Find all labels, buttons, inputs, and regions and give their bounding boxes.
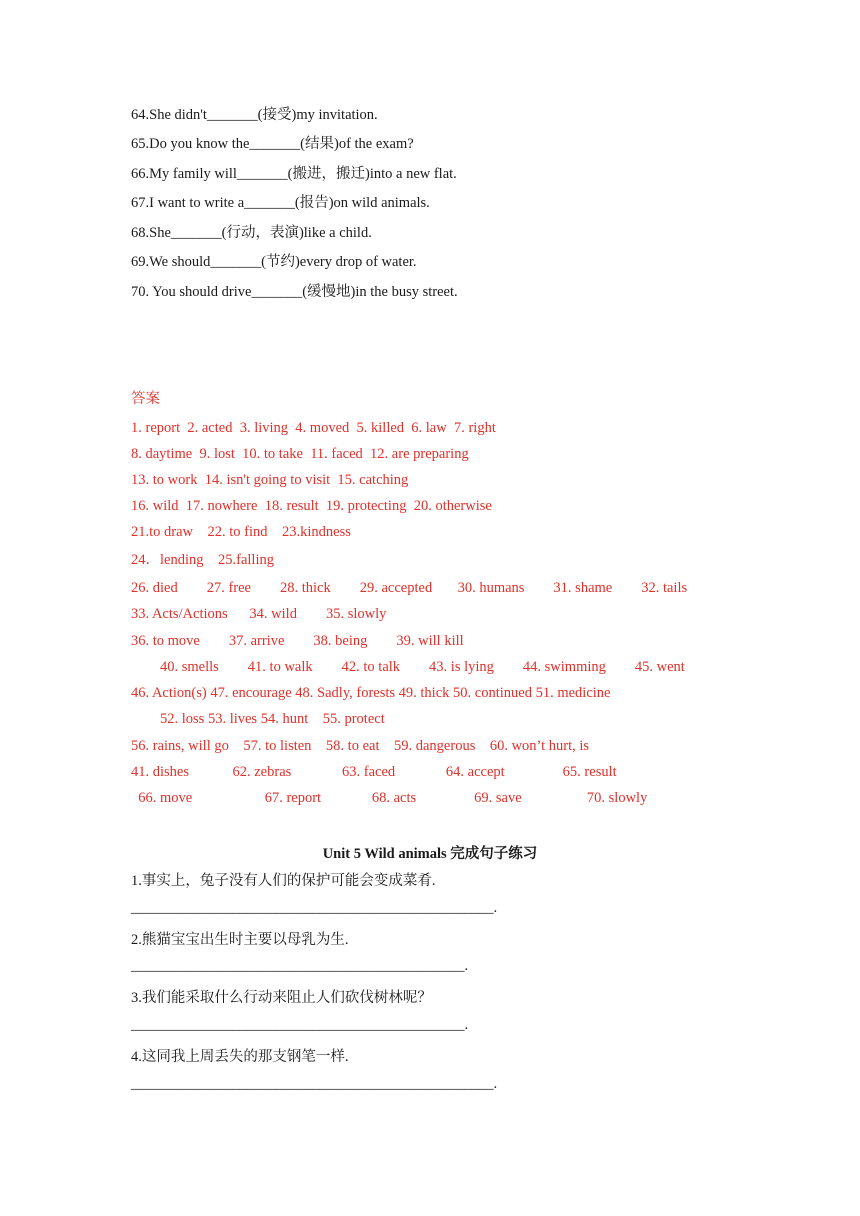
exercise-prompt: 2.熊猫宝宝出生时主要以母乳为生. [131,932,349,948]
answer-line: 24．lending 25.falling [131,552,274,568]
answer-line: 46. Action(s) 47. encourage 48. Sadly, forests 49. thick 50. continued 51. medicine [131,685,611,701]
question-67: 67.I want to write a_______(报告)on wild animals. [131,195,430,211]
exercise-prompt: 4.这同我上周丢失的那支钢笔一样. [131,1049,349,1065]
question-69: 69.We should_______(节约)every drop of water. [131,254,417,270]
question-70: 70. You should drive_______(缓慢地)in the busy street. [131,284,458,300]
answer-line: 8. daytime 9. lost 10. to take 11. faced 12. are preparing [131,446,469,462]
question-66: 66.My family will_______(搬进，搬迁)into a new flat. [131,166,457,182]
answer-line: 40. smells 41. to walk 42. to talk 43. is lying 44. swimming 45. went [131,659,685,675]
answer-line: 33. Acts/Actions 34. wild 35. slowly [131,606,387,622]
section-title: Unit 5 Wild animals 完成句子练习 [322,846,538,862]
answer-line: 13. to work 14. isn't going to visit 15. catching [131,472,409,488]
answer-line: 16. wild 17. nowhere 18. result 19. protecting 20. otherwise [131,498,492,514]
exercise-prompt: 3.我们能采取什么行动来阻止人们砍伐树林呢？ [131,990,432,1006]
answer-blank[interactable]: ______________________________________________. [131,958,469,974]
answer-blank[interactable]: __________________________________________________. [131,900,498,916]
answer-line: 26. died 27. free 28. thick 29. accepted 30. humans 31. shame 32. tails [131,580,688,596]
answer-line: 1. report 2. acted 3. living 4. moved 5. killed 6. law 7. right [131,420,496,436]
question-64: 64.She didn't_______(接受)my invitation. [131,107,378,123]
answer-line: 66. move 67. report 68. acts 69. save 70. slowly [131,790,648,806]
answer-line: 56. rains, will go 57. to listen 58. to eat 59. dangerous 60. won’t hurt, is [131,738,590,754]
question-68: 68.She_______(行动，表演)like a child. [131,225,372,241]
answer-line: 52. loss 53. lives 54. hunt 55. protect [131,711,385,727]
exercise-prompt: 1.事实上，兔子没有人们的保护可能会变成菜肴. [131,873,436,889]
answer-blank[interactable]: ______________________________________________. [131,1017,469,1033]
answer-line: 21.to draw 22. to find 23.kindness [131,524,351,540]
answer-line: 41. dishes 62. zebras 63. faced 64. accept 65. result [131,764,617,780]
answer-heading: 答案 [131,391,160,407]
question-65: 65.Do you know the_______(结果)of the exam? [131,136,414,152]
answer-blank[interactable]: __________________________________________________. [131,1076,498,1092]
answer-line: 36. to move 37. arrive 38. being 39. will kill [131,633,464,649]
